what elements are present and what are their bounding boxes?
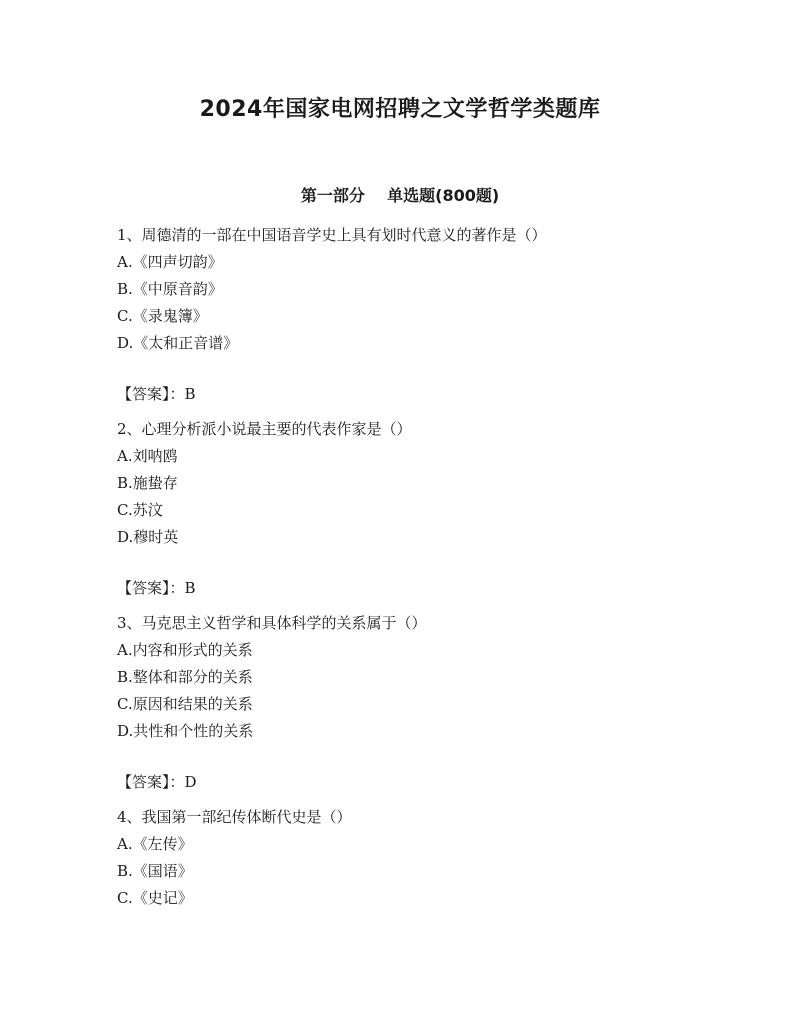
question-option: D.共性和个性的关系 xyxy=(117,722,254,740)
question-list xyxy=(117,222,737,912)
question-option: C.原因和结果的关系 xyxy=(117,695,253,713)
question-answer xyxy=(117,769,737,796)
answer-value: B xyxy=(184,579,196,597)
question-text: 4、我国第一部纪传体断代史是（） xyxy=(117,808,352,826)
question-option: B.《国语》 xyxy=(117,862,193,880)
question-option: A.内容和形式的关系 xyxy=(117,641,253,659)
question-answer xyxy=(117,575,737,602)
question-option: A.刘呐鸥 xyxy=(117,447,178,465)
question-option: A.《四声切韵》 xyxy=(117,253,223,271)
answer-label: 【答案】： xyxy=(117,773,185,791)
question-option: B.《中原音韵》 xyxy=(117,280,223,298)
answer-label: 【答案】： xyxy=(117,579,185,597)
question-option: C.苏汶 xyxy=(117,501,163,519)
question-option: D.《太和正音谱》 xyxy=(117,334,239,352)
question-option: B.施蛰存 xyxy=(117,474,178,492)
answer-value: B xyxy=(184,385,196,403)
question-answer xyxy=(117,381,737,408)
question-text: 3、马克思主义哲学和具体科学的关系属于（） xyxy=(117,614,427,632)
question-item xyxy=(117,804,737,912)
question-option: B.整体和部分的关系 xyxy=(117,668,253,686)
answer-value: D xyxy=(184,773,197,791)
question-option: C.《录鬼簿》 xyxy=(117,307,208,325)
question-option: A.《左传》 xyxy=(117,835,193,853)
section-heading: 第一部分 单选题(800题) xyxy=(300,186,500,205)
question-item xyxy=(117,610,737,796)
question-option: D.穆时英 xyxy=(117,528,179,546)
question-item xyxy=(117,222,737,408)
question-text: 1、周德清的一部在中国语音学史上具有划时代意义的著作是（） xyxy=(117,226,547,244)
question-item xyxy=(117,416,737,602)
answer-label: 【答案】： xyxy=(117,385,185,403)
question-option: C.《史记》 xyxy=(117,889,193,907)
question-text: 2、心理分析派小说最主要的代表作家是（） xyxy=(117,420,412,438)
document-title: 2024年国家电网招聘之文学哲学类题库 xyxy=(199,97,601,122)
